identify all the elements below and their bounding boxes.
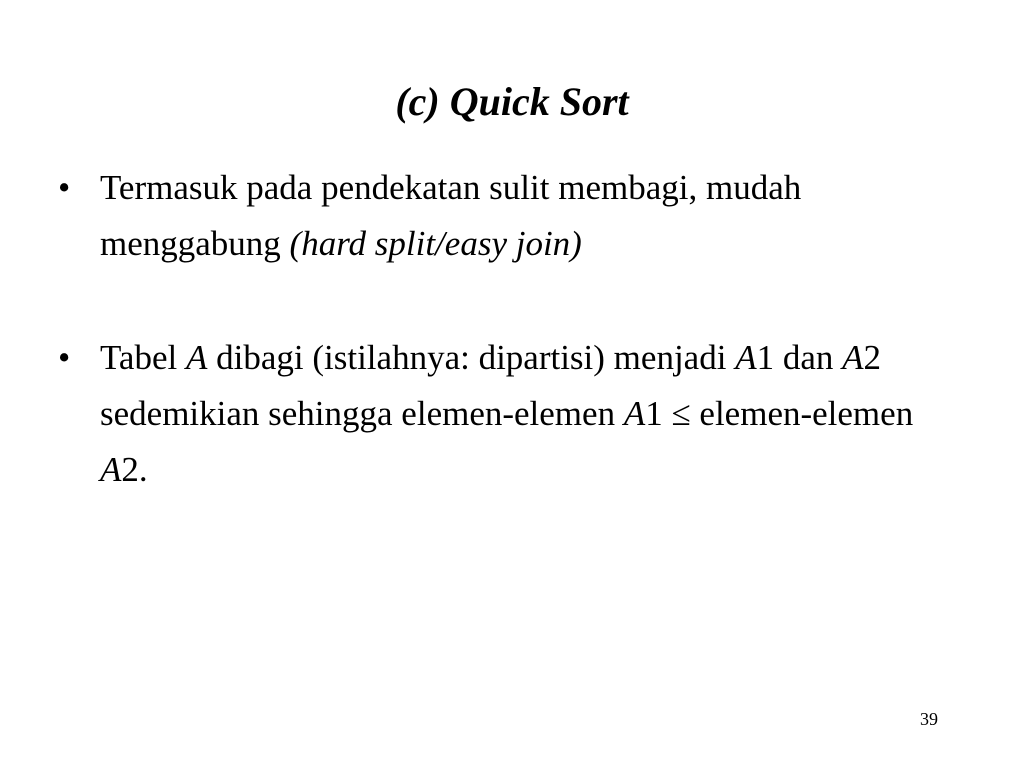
bullet-text: dibagi (istilahnya: dipartisi) menjadi bbox=[207, 338, 736, 377]
variable-a: A bbox=[100, 450, 122, 489]
bullet-marker: • bbox=[58, 338, 71, 377]
bullet-text: 1 dan bbox=[756, 338, 843, 377]
bullet-text: 1 ≤ elemen-elemen bbox=[645, 394, 914, 433]
bullet-text: Termasuk pada pendekatan sulit membagi, mudah menggabung bbox=[100, 168, 802, 263]
bullet-item-hard-split bbox=[58, 160, 948, 272]
page-number: 39 bbox=[920, 709, 938, 729]
bullet-text: 2 sedemikian sehingga elemen-elemen bbox=[100, 338, 882, 433]
variable-a: A bbox=[842, 338, 864, 377]
slide-title: (c) Quick Sort bbox=[395, 79, 629, 124]
variable-a: A bbox=[623, 394, 646, 433]
bullet-list bbox=[58, 160, 948, 498]
bullet-italic-phrase: (hard split/easy join) bbox=[289, 224, 582, 263]
variable-a: A bbox=[735, 338, 757, 377]
bullet-marker: • bbox=[58, 168, 71, 207]
variable-a: A bbox=[185, 338, 208, 377]
bullet-text: 2. bbox=[121, 450, 148, 489]
bullet-item-partition bbox=[58, 330, 948, 498]
bullet-text: Tabel bbox=[100, 338, 186, 377]
